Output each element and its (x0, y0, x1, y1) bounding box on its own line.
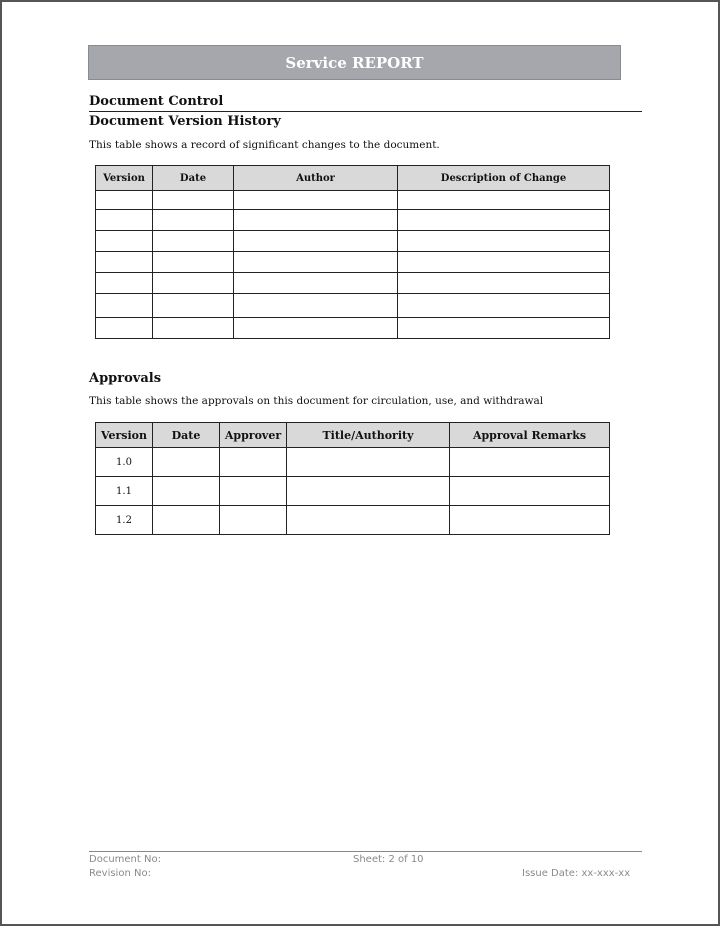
table-cell[interactable] (398, 191, 610, 210)
column-header-author: Author (234, 166, 398, 191)
table-cell[interactable] (234, 231, 398, 252)
version-history-table (95, 165, 610, 339)
table-cell[interactable] (398, 273, 610, 294)
table-cell[interactable] (234, 273, 398, 294)
column-header-approver: Approver (220, 423, 287, 448)
report-title: Service REPORT (285, 53, 424, 72)
table-header-row (96, 166, 610, 191)
section-heading-document-control: Document Control (89, 94, 224, 109)
table-row (96, 231, 610, 252)
table-cell[interactable] (450, 477, 610, 506)
table-cell[interactable] (153, 477, 220, 506)
table-cell[interactable] (234, 252, 398, 273)
table-cell[interactable] (287, 506, 450, 535)
column-header-version: Version (96, 166, 153, 191)
approvals-description: This table shows the approvals on this document for circulation, use, and withdrawal (89, 395, 544, 407)
table-row (96, 252, 610, 273)
table-cell[interactable] (220, 477, 287, 506)
version-history-description: This table shows a record of significant changes to the document. (89, 139, 440, 151)
footer-divider (89, 851, 642, 852)
column-header-description-of-change: Description of Change (398, 166, 610, 191)
version-history-heading: Document Version History (89, 114, 281, 129)
table-cell[interactable] (96, 294, 153, 318)
table-cell[interactable] (398, 318, 610, 339)
table-cell[interactable] (450, 448, 610, 477)
table-cell[interactable] (287, 448, 450, 477)
table-cell[interactable] (153, 210, 234, 231)
version-cell: 1.1 (96, 477, 153, 506)
table-row (96, 477, 610, 506)
footer-sheet-number: Sheet: 2 of 10 (353, 854, 424, 865)
table-cell[interactable] (96, 231, 153, 252)
table-row (96, 294, 610, 318)
column-header-approval-remarks: Approval Remarks (450, 423, 610, 448)
footer-revision-no: Revision No: (89, 868, 151, 879)
table-cell[interactable] (234, 294, 398, 318)
table-cell[interactable] (220, 448, 287, 477)
table-cell[interactable] (450, 506, 610, 535)
table-cell[interactable] (398, 231, 610, 252)
table-cell[interactable] (153, 231, 234, 252)
table-cell[interactable] (287, 477, 450, 506)
table-cell[interactable] (234, 210, 398, 231)
table-row (96, 506, 610, 535)
table-row (96, 448, 610, 477)
footer-document-no: Document No: (89, 854, 161, 865)
table-row (96, 273, 610, 294)
table-cell[interactable] (96, 191, 153, 210)
table-cell[interactable] (153, 294, 234, 318)
table-cell[interactable] (398, 210, 610, 231)
table-row (96, 318, 610, 339)
column-header-date: Date (153, 423, 220, 448)
column-header-title-authority: Title/Authority (287, 423, 450, 448)
table-cell[interactable] (153, 191, 234, 210)
column-header-version: Version (96, 423, 153, 448)
table-row (96, 210, 610, 231)
table-cell[interactable] (96, 318, 153, 339)
table-cell[interactable] (153, 448, 220, 477)
footer-issue-date: Issue Date: xx-xxx-xx (522, 868, 631, 879)
table-cell[interactable] (96, 273, 153, 294)
table-header-row (96, 423, 610, 448)
table-cell[interactable] (220, 506, 287, 535)
table-cell[interactable] (153, 506, 220, 535)
table-cell[interactable] (398, 252, 610, 273)
table-cell[interactable] (96, 210, 153, 231)
table-row (96, 191, 610, 210)
table-cell[interactable] (234, 318, 398, 339)
table-cell[interactable] (153, 273, 234, 294)
table-cell[interactable] (153, 318, 234, 339)
report-title-banner (88, 45, 621, 80)
table-cell[interactable] (398, 294, 610, 318)
approvals-heading: Approvals (89, 371, 162, 386)
version-cell: 1.0 (96, 448, 153, 477)
version-cell: 1.2 (96, 506, 153, 535)
column-header-date: Date (153, 166, 234, 191)
table-cell[interactable] (96, 252, 153, 273)
table-cell[interactable] (153, 252, 234, 273)
table-cell[interactable] (234, 191, 398, 210)
heading-divider (89, 111, 642, 112)
approvals-table (95, 422, 610, 535)
